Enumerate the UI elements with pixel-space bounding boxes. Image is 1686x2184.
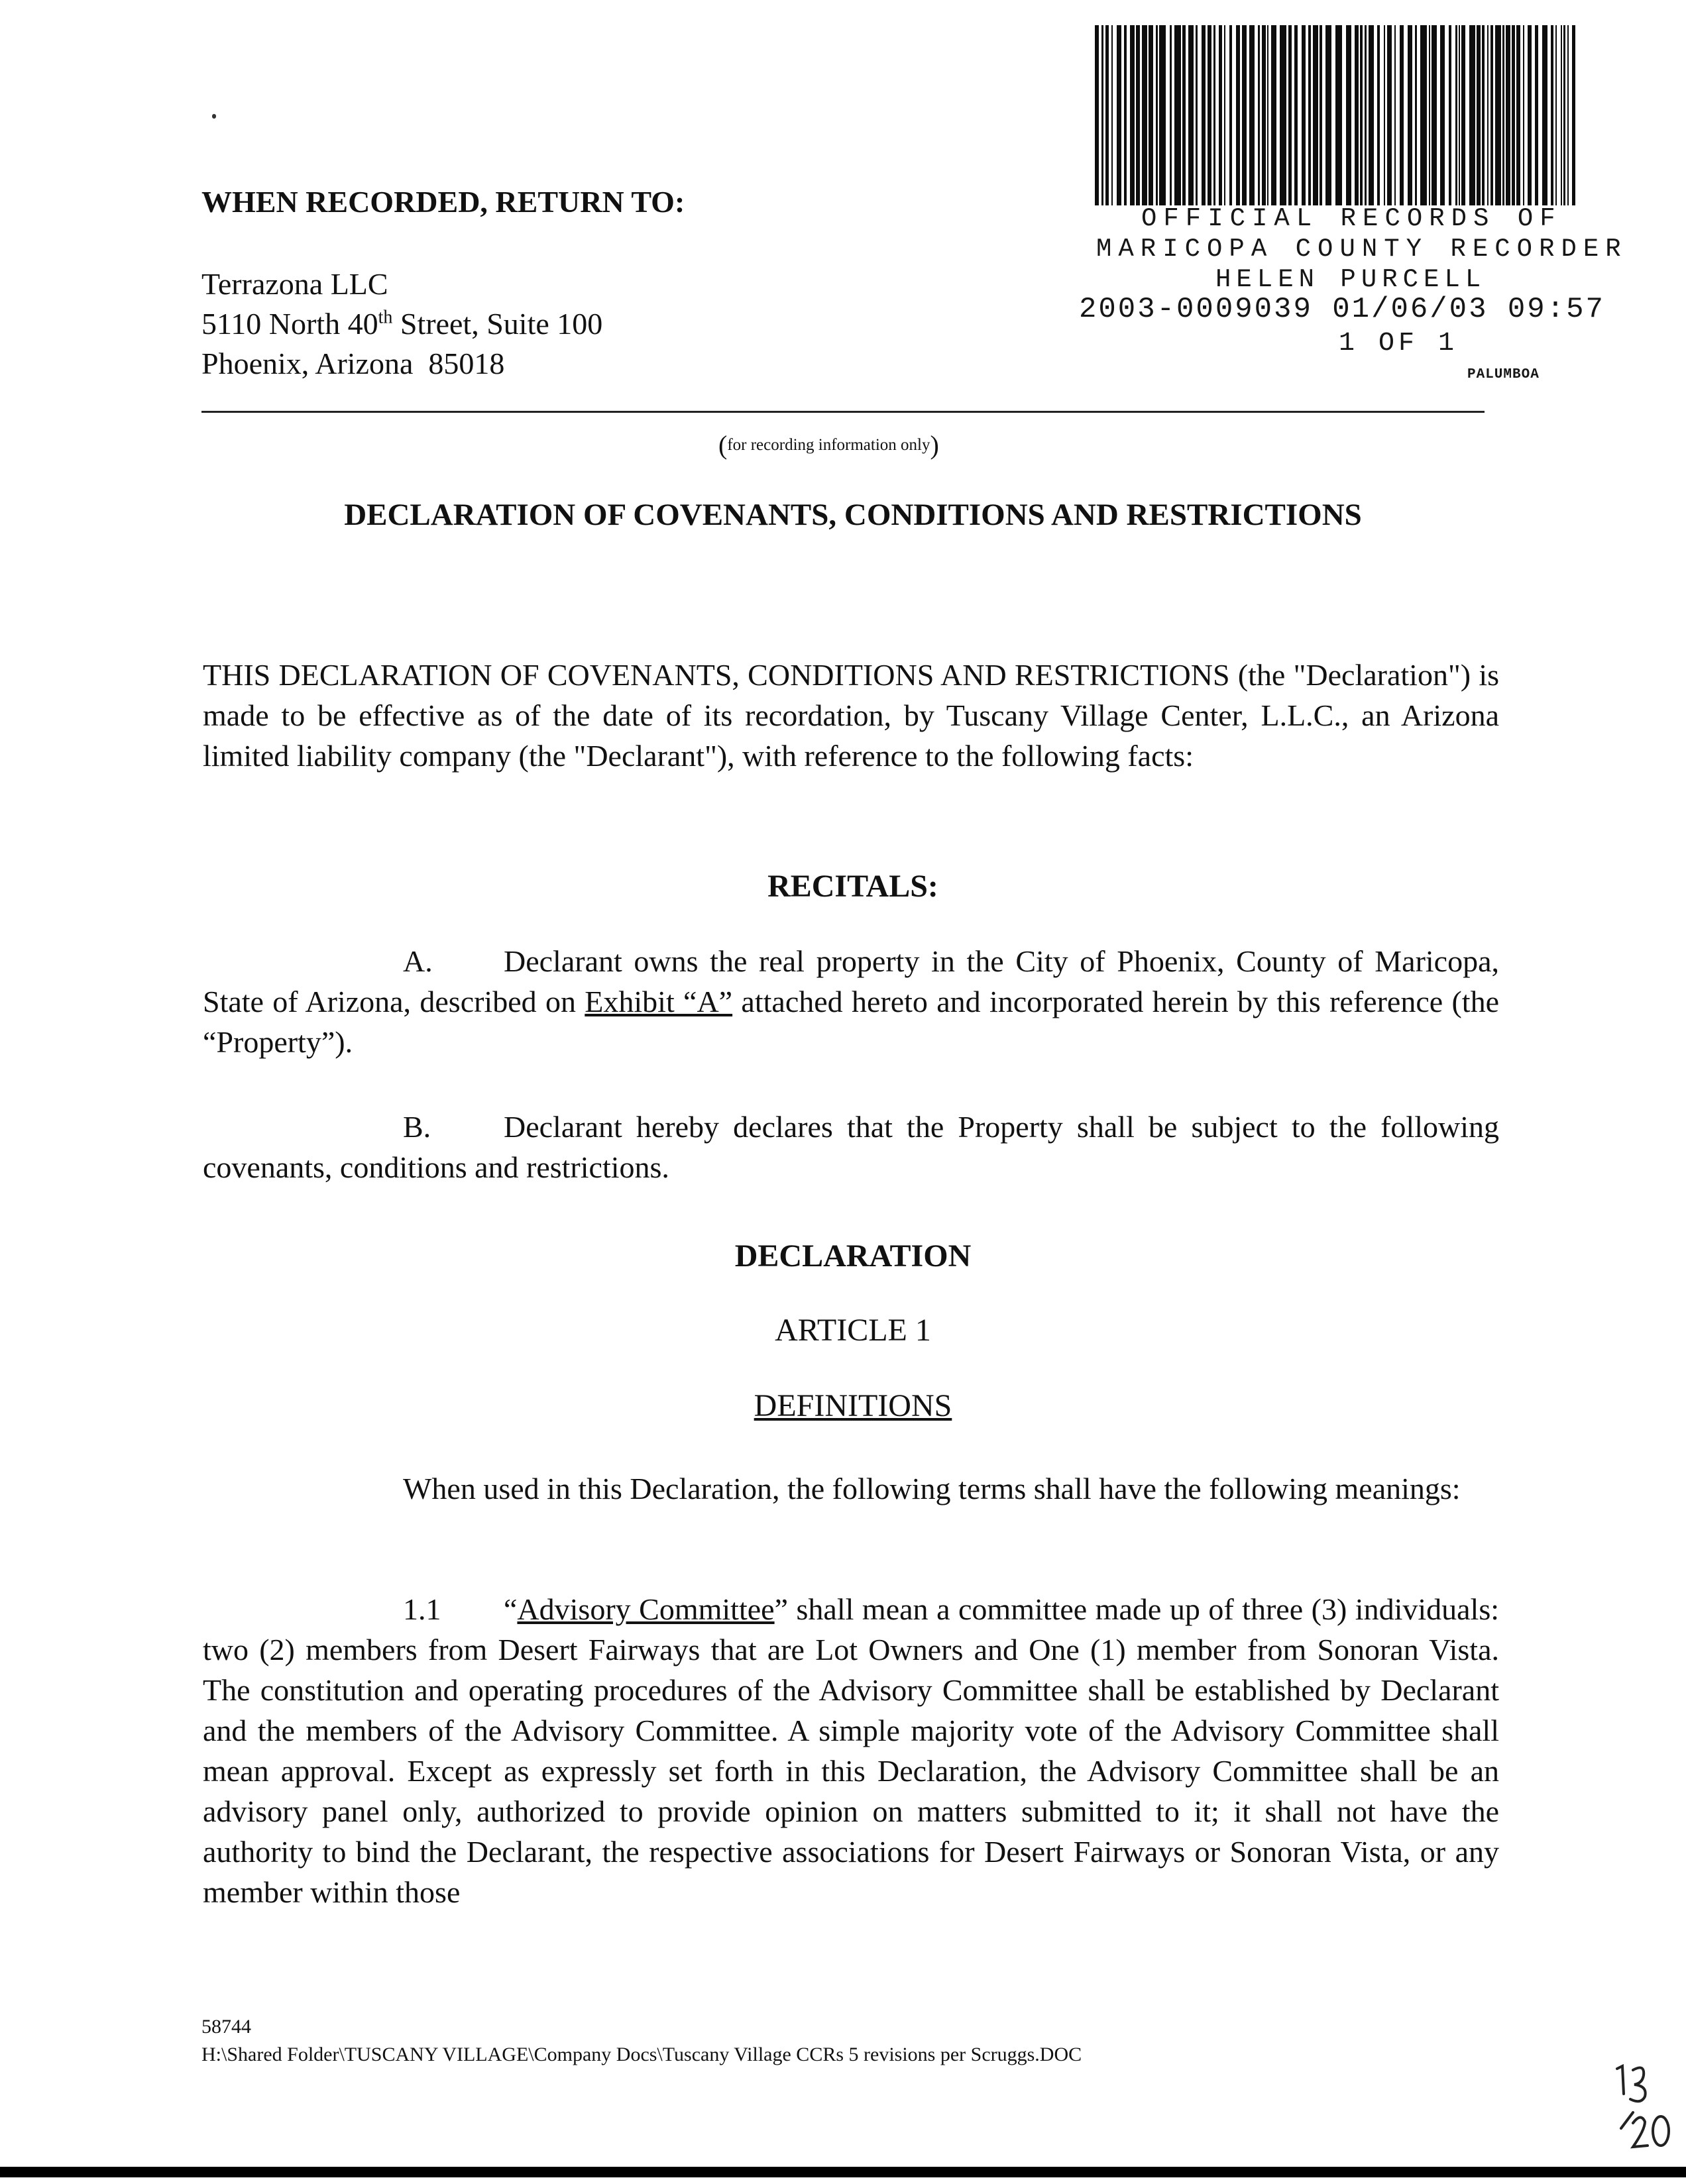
- barcode-bar: [1170, 25, 1172, 205]
- barcode-bar: [1502, 25, 1504, 205]
- barcode-bar: [1302, 25, 1306, 205]
- barcode-bar: [1136, 25, 1140, 205]
- barcode-bar: [1288, 25, 1292, 205]
- barcode-bar: [1335, 25, 1342, 205]
- barcode-bar: [1459, 25, 1460, 205]
- barcode-bar: [1213, 25, 1215, 205]
- recital-a-label: A.: [403, 944, 433, 978]
- barcode-bar: [1477, 25, 1481, 205]
- barcode-bar: [1249, 25, 1255, 205]
- barcode-bar: [1482, 25, 1485, 205]
- barcode-bar: [1415, 25, 1417, 205]
- recital-a-text2: attached hereto and incorporated herein by this reference (the “Property”).: [203, 985, 1499, 1059]
- barcode-bar: [1105, 25, 1109, 205]
- barcode-bar: [1555, 25, 1557, 205]
- barcode-bar: [1188, 25, 1194, 205]
- recitals-heading: RECITALS:: [767, 869, 938, 904]
- barcode-bar: [1469, 25, 1475, 205]
- footer-document-number: 58744: [201, 2016, 251, 2038]
- barcode-bar: [1308, 25, 1311, 205]
- barcode-bar: [1196, 25, 1198, 205]
- barcode-bar: [1455, 25, 1457, 205]
- barcode-bar: [1117, 25, 1121, 205]
- barcode-bar: [1182, 25, 1186, 205]
- barcode-bar: [1313, 25, 1318, 205]
- barcode-bar: [1377, 25, 1380, 205]
- barcode-bar: [1280, 25, 1286, 205]
- barcode-bar: [1523, 25, 1524, 205]
- barcode-bar: [1355, 25, 1359, 205]
- article-heading: ARTICLE 1: [775, 1313, 931, 1348]
- declaration-heading: DECLARATION: [734, 1238, 972, 1274]
- barcode-bar: [1224, 25, 1225, 205]
- barcode-bar: [1432, 25, 1437, 205]
- street-post: Street, Suite 100: [392, 307, 603, 341]
- barcode-bar: [1563, 25, 1565, 205]
- barcode-bar: [1346, 25, 1351, 205]
- recital-a-text1: Declarant owns the real property in the City of Phoenix, County of Maricopa, State of Arizona, described on: [203, 944, 1499, 1018]
- barcode-bar: [1487, 25, 1489, 205]
- barcode-bar: [1495, 25, 1501, 205]
- barcode-bar: [1561, 25, 1562, 205]
- barcode-bar: [1320, 25, 1322, 205]
- recording-barcode: [1094, 25, 1577, 205]
- barcode-bar: [1111, 25, 1113, 205]
- barcode-bar: [1535, 25, 1538, 205]
- definitions-intro-text: When used in this Declaration, the following terms shall have the following meanings:: [403, 1472, 1461, 1505]
- definitions-heading: DEFINITIONS: [754, 1388, 952, 1423]
- barcode-bar: [1174, 25, 1181, 205]
- return-address-street: [201, 306, 602, 341]
- stamp-county-recorder: MARICOPA COUNTY RECORDER: [1096, 235, 1628, 264]
- barcode-bar: [1156, 25, 1158, 205]
- barcode-bar: [1408, 25, 1412, 205]
- barcode-bar: [1449, 25, 1451, 205]
- barcode-bar: [1262, 25, 1266, 205]
- stamp-recorder-name: HELEN PURCELL: [1215, 265, 1487, 294]
- barcode-bar: [1219, 25, 1222, 205]
- barcode-bar: [1384, 25, 1385, 205]
- barcode-bar: [1294, 25, 1298, 205]
- scan-bottom-edge: [0, 2167, 1686, 2177]
- barcode-bar: [1360, 25, 1363, 205]
- barcode-bar: [1229, 25, 1232, 205]
- handwritten-page-mark: [1604, 2054, 1677, 2160]
- recital-b: [203, 1107, 1499, 1187]
- barcode-bar: [1124, 25, 1127, 205]
- stamp-record-number-datetime: 2003-0009039 01/06/03 09:57: [1079, 293, 1605, 326]
- barcode-bar: [1387, 25, 1392, 205]
- definition-1-1: [203, 1589, 1499, 1912]
- barcode-bar: [1242, 25, 1247, 205]
- barcode-bar: [1420, 25, 1427, 205]
- definition-1-1-number: 1.1: [403, 1592, 441, 1626]
- barcode-bar: [1202, 25, 1206, 205]
- document-title: DECLARATION OF COVENANTS, CONDITIONS AND RESTRICTIONS: [344, 498, 1362, 532]
- barcode-bar: [1572, 25, 1575, 205]
- recording-info-note: (for recording information only): [718, 430, 939, 460]
- barcode-bar: [1429, 25, 1430, 205]
- barcode-bar: [1440, 25, 1445, 205]
- recital-a: [203, 941, 1499, 1062]
- return-address-company: Terrazona LLC: [201, 267, 388, 301]
- definitions-intro: [203, 1468, 1499, 1509]
- barcode-bar: [1149, 25, 1153, 205]
- barcode-bar: [1325, 25, 1331, 205]
- barcode-bar: [1142, 25, 1147, 205]
- barcode-bar: [1208, 25, 1211, 205]
- intro-paragraph: THIS DECLARATION OF COVENANTS, CONDITIONS AND RESTRICTIONS (the "Declaration") is made to be effective as of the date of its recordation, by Tuscany Village Center, L.L.C., an Arizona limited liability company (the "Declarant"), with reference to the following facts:: [203, 658, 1499, 773]
- barcode-bar: [1369, 25, 1374, 205]
- barcode-bar: [1461, 25, 1465, 205]
- definition-1-1-term: Advisory Committee: [517, 1592, 775, 1626]
- recital-b-label: B.: [403, 1110, 431, 1144]
- barcode-bar: [1130, 25, 1135, 205]
- barcode-bar: [1365, 25, 1367, 205]
- return-to-heading: WHEN RECORDED, RETURN TO:: [201, 185, 685, 219]
- exhibit-a-reference: Exhibit “A”: [585, 985, 733, 1018]
- definition-1-1-open-quote: “: [504, 1592, 518, 1626]
- barcode-bar: [1542, 25, 1547, 205]
- barcode-bar: [1400, 25, 1404, 205]
- stamp-clerk-id: PALUMBOA: [1467, 367, 1540, 382]
- recording-area-divider: [201, 411, 1485, 413]
- barcode-bar: [1512, 25, 1515, 205]
- recital-b-text: Declarant hereby declares that the Property shall be subject to the following covenants, conditions and restrictions.: [203, 1110, 1499, 1184]
- barcode-bar: [1095, 25, 1099, 205]
- street-pre: 5110 North 40: [201, 307, 378, 341]
- barcode-bar: [1271, 25, 1276, 205]
- barcode-bar: [1394, 25, 1396, 205]
- footer-file-path: H:\Shared Folder\TUSCANY VILLAGE\Company Docs\Tuscany Village CCRs 5 revisions per Scruggs.DOC: [201, 2044, 1082, 2065]
- barcode-bar: [1528, 25, 1532, 205]
- barcode-bar: [1567, 25, 1569, 205]
- barcode-bar: [1267, 25, 1268, 205]
- stamp-page-count: 1 OF 1: [1339, 329, 1459, 358]
- barcode-bar: [1516, 25, 1520, 205]
- return-address-city: Phoenix, Arizona 85018: [201, 347, 505, 380]
- barcode-bar: [1258, 25, 1260, 205]
- barcode-bar: [1490, 25, 1493, 205]
- stamp-official-records: OFFICIAL RECORDS OF: [1141, 204, 1562, 233]
- barcode-bar: [1551, 25, 1553, 205]
- barcode-bar: [1236, 25, 1240, 205]
- scan-speck: [212, 114, 216, 119]
- recording-info-text: for recording information only: [727, 436, 930, 454]
- street-ordinal: th: [378, 307, 393, 328]
- barcode-bar: [1101, 25, 1103, 205]
- barcode-bar: [1506, 25, 1510, 205]
- definition-1-1-text: ” shall mean a committee made up of three (3) individuals: two (2) members from Desert Fairways that are Lot Owners and One (1) member from Sonoran Vista. The constitution and operating procedures of the Advisory Committee shall be established by Declarant and the members of the Advisory Committee. A simple majority vote of the Advisory Committee shall mean approval. Except as expressly set forth in this Declaration, the Advisory Committee shall be an advisory panel only, authorized to provide opinion on matters submitted to it; it shall not have the authority to bind the Declarant, the respective associations for Desert Fairways or Sonoran Vista, or any member within those: [203, 1592, 1500, 1909]
- barcode-bar: [1159, 25, 1166, 205]
